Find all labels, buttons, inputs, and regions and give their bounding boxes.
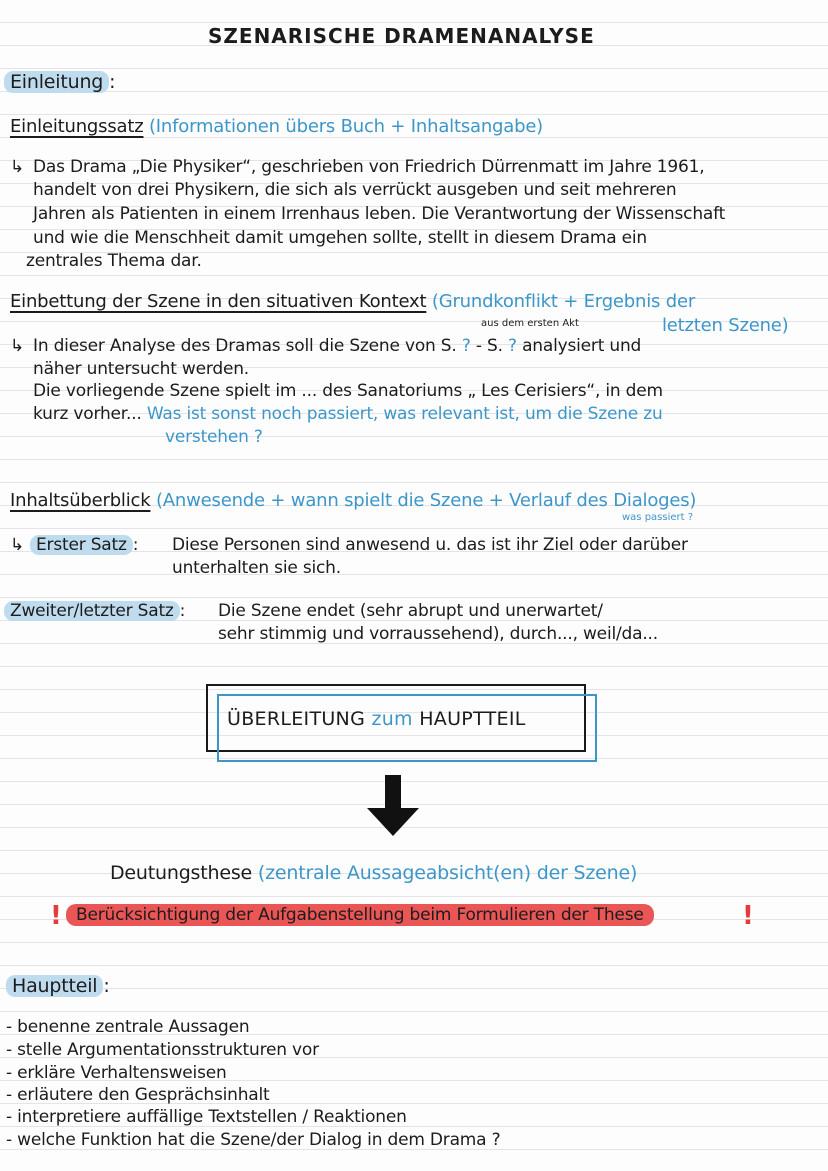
erster-satz-label: Erster Satz — [30, 535, 133, 555]
arrow-down-icon-shaft — [385, 775, 401, 809]
einbettung-line-1 — [33, 336, 641, 356]
einbettung-label: Einbettung der Szene in den situativen Kontext — [10, 291, 427, 312]
erster-satz — [30, 535, 138, 555]
warning-icon-right: ! — [742, 901, 754, 931]
einbettung-line-4a: kurz vorher... — [33, 404, 142, 424]
deutung-note: (zentrale Aussageabsicht(en) der Szene) — [257, 862, 638, 884]
hauptteil-item-6: - welche Funktion hat die Szene/der Dialog in dem Drama ? — [6, 1130, 501, 1150]
einleitungssatz-heading — [10, 116, 543, 137]
deutung-heading — [110, 862, 637, 884]
inhalt-small-note: was passiert ? — [622, 512, 694, 523]
transition-part-1: ÜBERLEITUNG — [227, 708, 366, 730]
einleitungssatz-label: Einleitungssatz — [10, 116, 144, 137]
hauptteil-item-5: - interpretiere auffällige Textstellen / Reaktionen — [6, 1107, 407, 1127]
einbettung-line-1a: In dieser Analyse des Dramas soll die Szene — [33, 336, 400, 356]
inhalt-arrow: ↳ — [10, 535, 25, 555]
zweiter-satz-colon: : — [179, 601, 186, 621]
warning-icon-left: ! — [50, 901, 62, 931]
einleitungssatz-line-2: handelt von drei Physikern, die sich als verrückt ausgeben und seit mehreren — [33, 180, 677, 200]
einbettung-note-1: (Grundkonflikt + Ergebnis der — [431, 291, 696, 312]
einleitungssatz-line-4: und wie die Menschheit damit umgehen sollte, stellt in diesem Drama ein — [33, 228, 647, 248]
einbettung-note-2: letzten Szene) — [662, 315, 789, 336]
inhalt-note: (Anwesende + wann spielt die Szene + Verlauf des Dialoges) — [155, 490, 697, 511]
erster-satz-line-1: Diese Personen sind anwesend u. das ist ihr Ziel oder darüber — [172, 535, 688, 555]
zweiter-satz-line-1: Die Szene endet (sehr abrupt und unerwartet/ — [218, 601, 603, 621]
warning-text: Berücksichtigung der Aufgabenstellung beim Formulieren der These — [66, 904, 654, 926]
einleitungssatz-note: (Informationen übers Buch + Inhaltsangabe) — [148, 116, 544, 137]
erster-satz-line-2: unterhalten sie sich. — [172, 558, 341, 578]
einleitungssatz-line-1: Das Drama „Die Physiker“, geschrieben von Friedrich Dürrenmatt im Jahre 1961, — [33, 157, 705, 177]
einleitungssatz-line-5: zentrales Thema dar. — [26, 251, 202, 271]
einbettung-line-5: verstehen ? — [165, 427, 263, 447]
section-einleitung — [4, 71, 115, 93]
deutung-label: Deutungsthese — [110, 862, 253, 884]
warning-box — [66, 905, 654, 925]
erster-satz-colon: : — [132, 535, 139, 555]
transition-part-2: zum — [371, 708, 413, 730]
einbettung-arrow: ↳ — [10, 336, 25, 356]
einleitungssatz-arrow: ↳ — [10, 157, 25, 177]
einbettung-line-1d: analysiert und — [522, 336, 642, 356]
einbettung-line-3: Die vorliegende Szene spielt im ... des Sanatoriums „ Les Cerisiers“, in dem — [33, 381, 663, 401]
hauptteil-item-1: - benenne zentrale Aussagen — [6, 1017, 250, 1037]
hauptteil-item-4: - erläutere den Gesprächsinhalt — [6, 1085, 270, 1105]
transition-label — [227, 708, 526, 730]
hauptteil-colon: : — [103, 975, 110, 997]
page-title: SZENARISCHE DRAMENANALYSE — [208, 24, 595, 48]
einbettung-small-note: aus dem ersten Akt — [481, 318, 579, 329]
hauptteil-item-2: - stelle Argumentationsstrukturen vor — [6, 1040, 319, 1060]
section-hauptteil — [6, 975, 110, 997]
arrow-down-icon — [367, 808, 419, 836]
einbettung-line-1b: von S. — [404, 336, 457, 356]
einbettung-line-2: näher untersucht werden. — [33, 359, 249, 379]
zweiter-satz — [4, 601, 185, 621]
hauptteil-label: Hauptteil — [6, 975, 103, 997]
hauptteil-item-3: - erkläre Verhaltensweisen — [6, 1063, 227, 1083]
transition-part-3: HAUPTTEIL — [419, 708, 526, 730]
einbettung-line-4b: Was ist sonst noch passiert, was relevant ist, um die Szene zu — [146, 404, 663, 424]
einbettung-line-1c: - S. — [475, 336, 503, 356]
einleitung-colon: : — [109, 71, 116, 93]
page-from-placeholder: ? — [461, 336, 471, 356]
zweiter-satz-label: Zweiter/letzter Satz — [4, 601, 180, 621]
einbettung-line-4 — [33, 404, 663, 424]
inhalt-label: Inhaltsüberblick — [10, 490, 151, 511]
einleitung-label: Einleitung — [4, 71, 109, 93]
zweiter-satz-line-2: sehr stimmig und vorraussehend), durch..., weil/da... — [218, 624, 658, 644]
einbettung-heading — [10, 291, 695, 312]
einleitungssatz-line-3: Jahren als Patienten in einem Irrenhaus leben. Die Verantwortung der Wissenschaft — [33, 204, 726, 224]
page-to-placeholder: ? — [508, 336, 517, 356]
inhalt-heading — [10, 490, 696, 511]
